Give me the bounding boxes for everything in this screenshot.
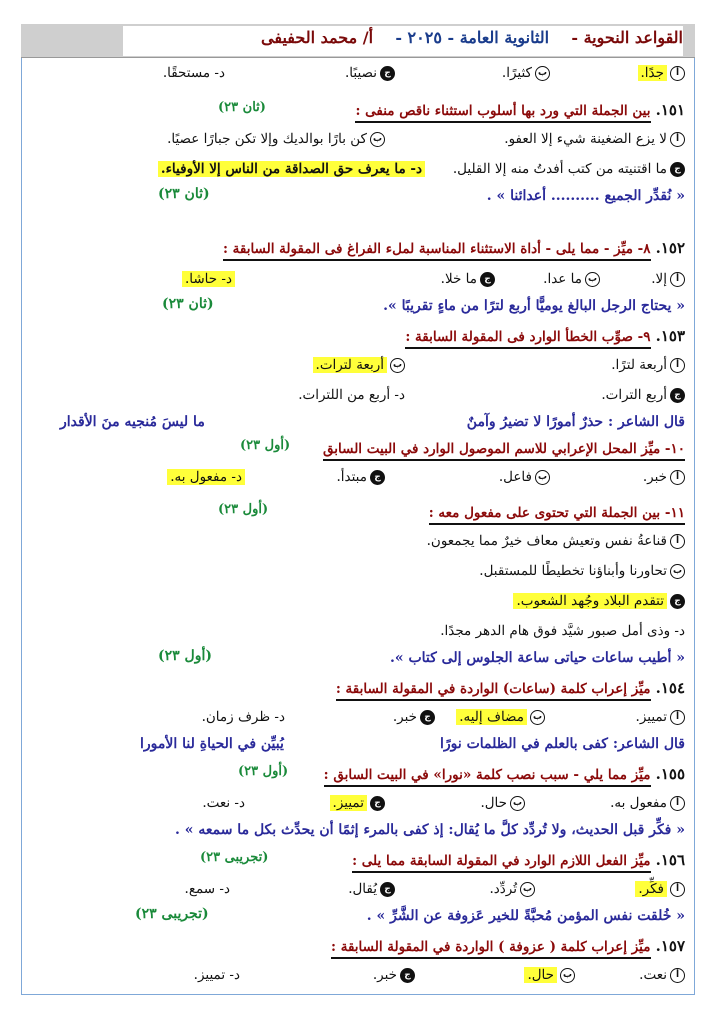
- options-row: [30, 964, 685, 988]
- option-a[interactable]: أفكِّر.: [635, 878, 685, 900]
- option-c[interactable]: جأربع الترات.: [601, 384, 685, 406]
- option-d[interactable]: د- مفعول به.: [167, 466, 245, 488]
- header-mid: الثانوية العامة - ٢٠٢٥ -: [395, 28, 550, 47]
- exam-tag: (ثان ٢٣): [162, 296, 214, 312]
- exam-tag: (أول ٢٣): [218, 502, 269, 517]
- option-b-icon: ب: [370, 132, 385, 147]
- question-151: ١٥١. بين الجملة التي ورد بها أسلوب استثناء ناقص منفى :: [355, 98, 685, 123]
- option-b[interactable]: بكن بارًا بوالديك وإلا تكن جبارًا عصيًا.: [167, 128, 385, 150]
- option-d[interactable]: د- نعت.: [202, 795, 245, 811]
- option-d[interactable]: د- ما يعرف حق الصداقة من الناس إلا الأوفياء.: [158, 158, 425, 180]
- exam-tag: (أول ٢٣): [240, 438, 291, 453]
- option-d[interactable]: د- مستحقًا.: [162, 65, 225, 81]
- options-row: [30, 128, 685, 152]
- option-b[interactable]: بتُردِّد.: [489, 878, 535, 900]
- poem-first-hemistich: قال الشاعر : حذرٌ أمورًا لا تضيرُ وآمنٌ: [466, 414, 685, 430]
- option-c-icon: ج: [670, 594, 685, 609]
- question-155: ١٥٥. ميِّز مما يلي - سبب نصب كلمة «نورا» في البيت السابق :: [324, 762, 685, 787]
- option-a[interactable]: أجدًا.: [638, 62, 685, 84]
- options-row: [30, 466, 685, 490]
- option-b[interactable]: بحال.: [480, 792, 525, 814]
- exam-tag: (أول ٢٣): [158, 648, 212, 664]
- option-b[interactable]: بفاعل.: [499, 466, 550, 488]
- option-a-icon: أ: [670, 534, 685, 549]
- question-156: ١٥٦. ميِّز الفعل اللازم الوارد في المقولة السابقة مما يلى :: [352, 848, 685, 873]
- option-d[interactable]: د- أربع من اللترات.: [298, 387, 405, 403]
- option-b-icon: ب: [535, 66, 550, 81]
- option-b[interactable]: بمضاف إليه.: [456, 706, 545, 728]
- option-c[interactable]: جتمييز.: [330, 792, 385, 814]
- option-a-icon: أ: [670, 470, 685, 485]
- option-a[interactable]: ألا يزع الضغينة شيء إلا العفو.: [504, 128, 685, 150]
- quote: « نُقدِّر الجميع .......... أعدائنا » .: [486, 188, 685, 204]
- options-row: [30, 384, 685, 408]
- option-b-icon: ب: [510, 796, 525, 811]
- question-154: ١٥٤. ميِّز إعراب كلمة (ساعات) الواردة في المقولة السابقة :: [336, 676, 685, 701]
- option-b-icon: ب: [535, 470, 550, 485]
- header-title: [123, 28, 683, 47]
- option-a[interactable]: أتمييز.: [636, 706, 685, 728]
- option-c-icon: ج: [480, 272, 495, 287]
- quote: « فكِّر قبل الحديث، ولا تُردِّد كلَّ ما يُقال: إذ كفى بالمرء إثمًا أن يحدِّث بكل ما سمعه » .: [174, 822, 685, 838]
- options-row: [30, 792, 685, 816]
- exam-tag: (أول ٢٣): [238, 764, 289, 779]
- option-a[interactable]: أإلا.: [651, 268, 685, 290]
- options-row: [30, 878, 685, 902]
- option-d[interactable]: د- سمع.: [184, 881, 230, 897]
- options-row: [30, 158, 685, 182]
- question-153: ١٥٣. ٩- صوِّب الخطأ الوارد فى المقولة السابقة :: [405, 324, 685, 349]
- option-b[interactable]: بكثيرًا.: [502, 62, 550, 84]
- option-a[interactable]: أأربعة لترًا.: [611, 354, 685, 376]
- option-c-icon: ج: [420, 710, 435, 725]
- poem-first-hemistich: قال الشاعر: كفى بالعلم في الظلمات نورًا: [439, 736, 685, 752]
- exam-tag: (ثان ٢٣): [158, 186, 210, 202]
- option-a[interactable]: أنعت.: [639, 964, 685, 986]
- option-b-icon: ب: [560, 968, 575, 983]
- options-row: [30, 268, 685, 292]
- option-c[interactable]: جخبر.: [373, 964, 415, 986]
- header-right: القواعد النحوية -: [571, 28, 683, 47]
- poem-second-hemistich: يُبيِّن في الحياةِ لنا الأمورا: [140, 736, 284, 752]
- exam-tag: (تجريبى ٢٣): [135, 906, 209, 922]
- question-10: ١٠- ميِّز المحل الإعرابي للاسم الموصول الوارد في البيت السابق: [323, 436, 685, 461]
- option-a-icon: أ: [670, 358, 685, 373]
- option-c[interactable]: جتتقدم البلاد وجُهد الشعوب.: [513, 590, 685, 612]
- option-b[interactable]: بتحاورنا وأبناؤنا تخطيطًا للمستقبل.: [479, 560, 685, 582]
- option-a-icon: أ: [670, 272, 685, 287]
- option-a-icon: أ: [670, 710, 685, 725]
- option-c-icon: ج: [380, 882, 395, 897]
- option-c-icon: ج: [370, 796, 385, 811]
- option-b[interactable]: بحال.: [524, 964, 575, 986]
- option-c[interactable]: جما خلا.: [441, 268, 495, 290]
- option-d[interactable]: د- حاشا.: [182, 268, 235, 290]
- option-c[interactable]: جمبتدأ.: [336, 466, 385, 488]
- poem-second-hemistich: ما ليسَ مُنجيه منَ الأقدار: [60, 414, 205, 430]
- exam-tag: (ثان ٢٣): [218, 100, 266, 115]
- option-a-icon: أ: [670, 968, 685, 983]
- option-a[interactable]: أخبر.: [643, 466, 685, 488]
- option-b-icon: ب: [520, 882, 535, 897]
- option-c-icon: ج: [670, 162, 685, 177]
- options-row: [30, 706, 685, 730]
- quote: « أطيب ساعات حياتى ساعة الجلوس إلى كتاب ».: [389, 650, 685, 666]
- quote: « خُلقت نفس المؤمن مُحبَّةً للخير عَزوفة عن الشَّرِّ » .: [366, 908, 685, 924]
- option-b-icon: ب: [670, 564, 685, 579]
- option-a-icon: أ: [670, 132, 685, 147]
- option-a-icon: أ: [670, 882, 685, 897]
- options-row: [30, 354, 685, 378]
- option-c[interactable]: جنصيبًا.: [345, 62, 395, 84]
- option-c-icon: ج: [380, 66, 395, 81]
- quote: « يحتاج الرجل البالغ يوميًّا أربع لترًا من ماءٍ تقريبًا ».: [383, 298, 685, 314]
- option-d[interactable]: د- ظرف زمان.: [201, 709, 285, 725]
- option-b-icon: ب: [530, 710, 545, 725]
- option-a-icon: أ: [670, 66, 685, 81]
- option-c[interactable]: جيُقال.: [348, 878, 395, 900]
- option-c[interactable]: جما اقتنيته من كتب أفدتُ منه إلا القليل.: [453, 158, 685, 180]
- option-b[interactable]: بما عدا.: [543, 268, 600, 290]
- option-c[interactable]: جخبر.: [393, 706, 435, 728]
- question-152: ١٥٢. ٨- ميِّز - مما يلى - أداة الاستثناء المناسبة لملء الفراغ فى المقولة السابقة :: [223, 236, 685, 261]
- option-c-icon: ج: [370, 470, 385, 485]
- question-11: ١١- بين الجملة التي تحتوى على مفعول معه :: [429, 500, 685, 525]
- option-a-icon: أ: [670, 796, 685, 811]
- options-row: [30, 62, 685, 86]
- option-b-icon: ب: [390, 358, 405, 373]
- option-a[interactable]: أمفعول به.: [610, 792, 685, 814]
- option-c-icon: ج: [400, 968, 415, 983]
- option-b-icon: ب: [585, 272, 600, 287]
- exam-tag: (تجريبى ٢٣): [200, 850, 269, 865]
- header-left: أ/ محمد الحفيفى: [261, 28, 374, 47]
- question-157: ١٥٧. ميِّز إعراب كلمة ( عزوفة ) الواردة في المقولة السابقة :: [331, 934, 685, 959]
- page-header: [21, 24, 695, 58]
- option-d[interactable]: د- تمييز.: [193, 967, 240, 983]
- option-d[interactable]: د- وذى أمل صبور شيَّد فوق هام الدهر مجدًا.: [440, 623, 685, 639]
- option-a[interactable]: أقناعةُ نفس وتعيش معاف خيرٌ مما يجمعون.: [427, 530, 685, 552]
- option-b[interactable]: بأربعة لترات.: [313, 354, 405, 376]
- option-c-icon: ج: [670, 388, 685, 403]
